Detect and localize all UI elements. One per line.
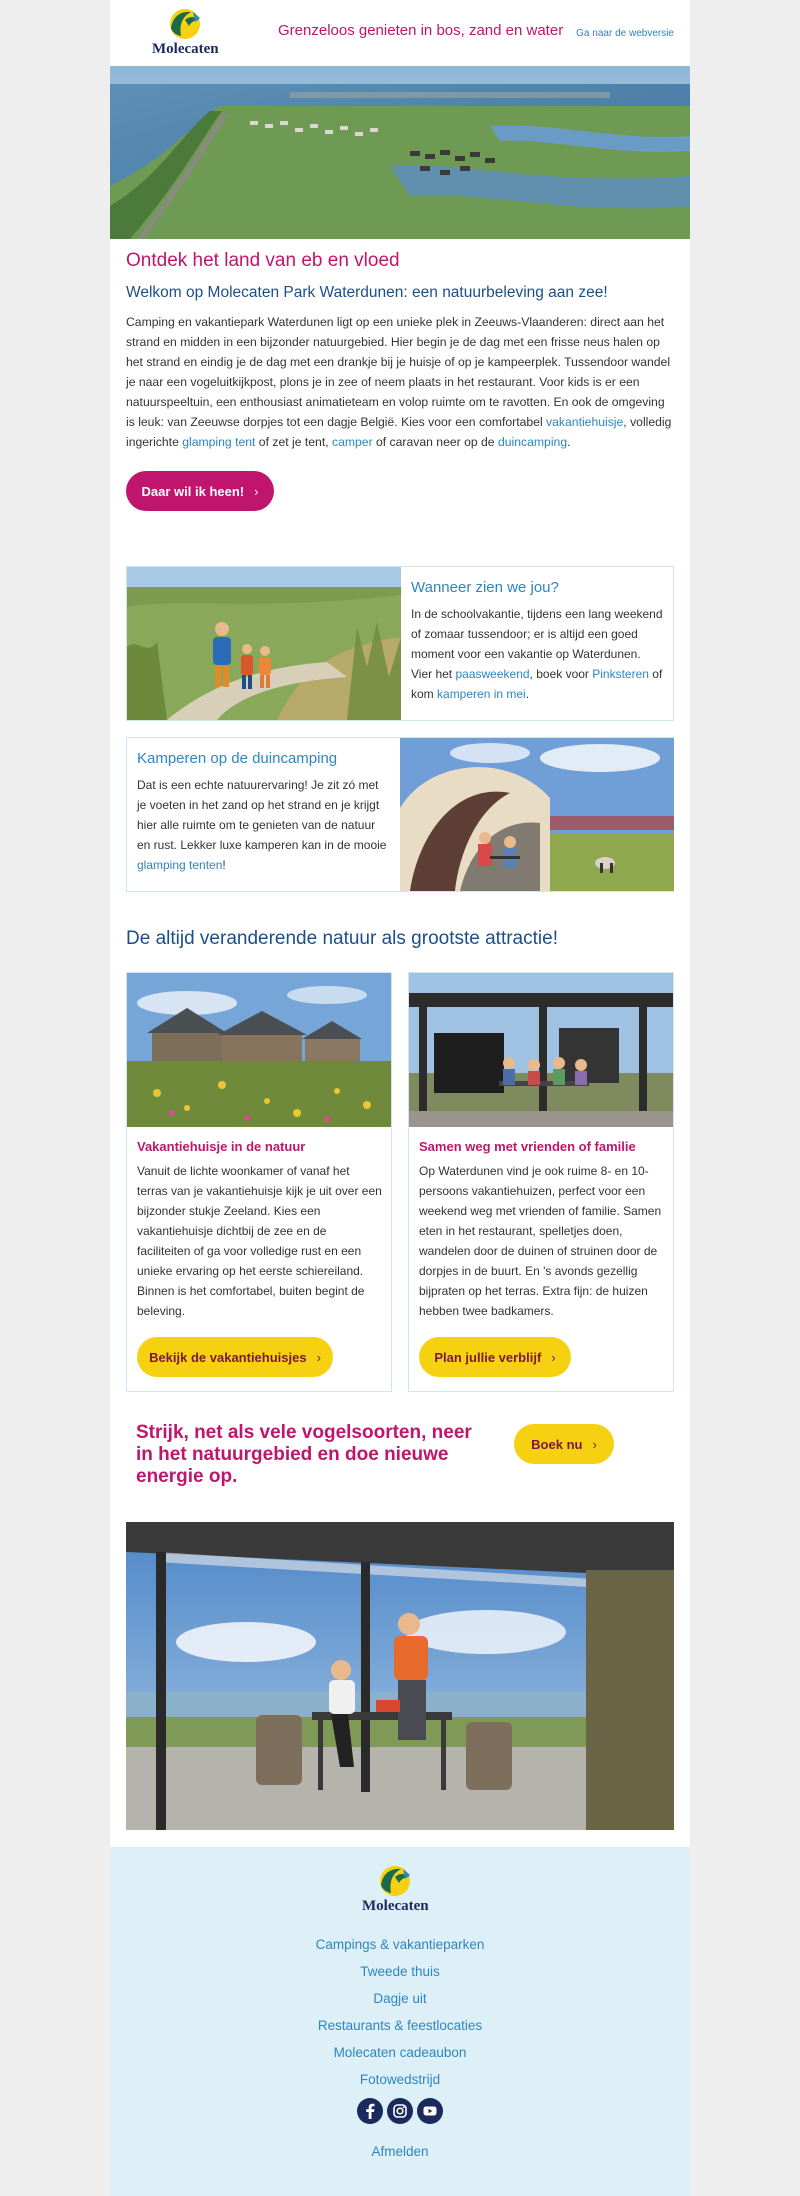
link-kamperen-in-mei[interactable]: kamperen in mei — [437, 687, 526, 701]
feature-camping-body: Dat is een echte natuurervaring! Je zit zó met je voeten in het zand op het strand en je krijgt hier alle ruimte om te genieten van de natuur en rust. Lekker luxe kamperen kan in de mooie glamping tenten! — [137, 778, 387, 872]
footer-link-restaurants[interactable]: Restaurants & feestlocaties — [317, 2018, 483, 2033]
glamping-tent-image[interactable] — [400, 738, 674, 891]
card-vrienden-title: Samen weg met vrienden of familie — [419, 1139, 636, 1154]
chevron-right-icon: › — [254, 483, 259, 499]
logo-text: Molecaten — [152, 41, 219, 57]
footer-logo-text: Molecaten — [362, 1898, 429, 1914]
bekijk-vakantiehuisjes-button[interactable]: Bekijk de vakantiehuisjes › — [137, 1337, 333, 1377]
plan-jullie-verblijf-button[interactable]: Plan jullie verblijf › — [419, 1337, 571, 1377]
facebook-icon[interactable] — [357, 2098, 383, 2124]
chevron-right-icon: › — [592, 1436, 597, 1452]
feature-when-title: Wanneer zien we jou? — [411, 579, 559, 596]
feature-when-body: In de schoolvakantie, tijdens een lang weekend of zomaar tussendoor; er is altijd een goed moment voor een vakantie op Waterdunen. Vier het paasweekend, boek voor Pinksteren of kom kamperen in mei. — [411, 607, 663, 701]
footer-molecaten-logo[interactable] — [362, 1865, 429, 1915]
intro-title: Ontdek het land van eb en vloed — [126, 250, 400, 271]
chevron-right-icon: › — [316, 1349, 321, 1365]
link-pinksteren[interactable]: Pinksteren — [592, 667, 649, 681]
instagram-icon[interactable] — [387, 2098, 413, 2124]
vrienden-terras-image[interactable] — [409, 973, 673, 1127]
terrace-couple-image[interactable] — [126, 1522, 674, 1830]
header — [110, 0, 690, 66]
footer-link-fotowedstrijd[interactable]: Fotowedstrijd — [359, 2072, 441, 2087]
slogan-text: Strijk, net als vele vogelsoorten, neer in het natuurgebied en doe nieuwe energie op. — [136, 1422, 472, 1487]
link-paasweekend[interactable]: paasweekend — [455, 667, 530, 681]
feature-when-text — [401, 567, 673, 704]
logo-mark-icon — [165, 8, 205, 40]
footer-links — [110, 1931, 690, 2093]
card-vrienden-body: Op Waterdunen vind je ook ruime 8- en 10-persoons vakantiehuizen, perfect voor een weekend weg met vrienden of familie. Samen eten in het restaurant, spelletjes doen, wandelen door de duinen of struinen door de dorpjes in de buurt. En 's avonds gezellig bijpraten op het terras. Extra fijn: de huizen hebben twee badkamers. — [419, 1164, 662, 1318]
link-camper[interactable]: camper — [331, 435, 373, 449]
boek-nu-button[interactable]: Boek nu › — [514, 1424, 614, 1464]
intro-text: Camping en vakantiepark Waterdunen ligt op een unieke plek in Zeeuws-Vlaanderen: direct aan het strand en midden in een bijzonder natuurgebied. Hier begin je de dag met een frisse neus halen op het strand en eindig je de dag met een drankje bij je huisje of op je kampeerplek. Tussendoor wandel je naar een vogeluitkijkpost, plons je in zee of neem plaats in het restaurant. Voor kids is er een natuurspeeltuin, een enthousiast animatieteam en volop ruimte om te ravotten. En ook de omgeving is leuk: van Zeeuwse dorpjes tot een dagje België. Kies voor een comfortabel vakantiehuisje, volledig ingerichte glamping tent of zet je tent, camper of caravan neer op de duincamping. — [126, 315, 672, 449]
footer — [110, 1847, 690, 2196]
card-vakantiehuisje-title: Vakantiehuisje in de natuur — [137, 1139, 306, 1154]
section-title: De altijd veranderende natuur als grootste attractie! — [126, 928, 558, 949]
card-vrienden-familie — [408, 972, 674, 1392]
webversion-link[interactable]: Ga naar de webversie — [576, 28, 674, 39]
feature-camping — [126, 737, 674, 892]
link-duincamping[interactable]: duincamping — [497, 435, 568, 449]
header-tagline: Grenzeloos genieten in bos, zand en water — [278, 22, 564, 39]
footer-link-cadeaubon[interactable]: Molecaten cadeaubon — [333, 2045, 467, 2060]
feature-camping-title: Kamperen op de duincamping — [137, 750, 338, 767]
footer-link-tweede-thuis[interactable]: Tweede thuis — [360, 1964, 440, 1979]
card-vakantiehuisje — [126, 972, 392, 1392]
unsubscribe-link[interactable]: Afmelden — [371, 2144, 429, 2159]
daar-wil-ik-heen-button[interactable]: Daar wil ik heen! › — [126, 471, 274, 511]
molecaten-logo[interactable] — [152, 8, 219, 58]
family-walking-image[interactable] — [127, 567, 401, 720]
youtube-icon[interactable] — [417, 2098, 443, 2124]
feature-when — [126, 566, 674, 721]
link-glamping-tenten[interactable]: glamping tenten — [137, 858, 223, 872]
vakantiehuisje-image[interactable] — [127, 973, 391, 1127]
link-vakantiehuisje[interactable]: vakantiehuisje — [546, 415, 624, 429]
footer-link-campings[interactable]: Campings & vakantieparken — [315, 1937, 485, 1952]
footer-link-dagje-uit[interactable]: Dagje uit — [373, 1991, 427, 2006]
email-container — [110, 0, 690, 2196]
feature-camping-text — [127, 738, 399, 875]
hero-aerial-image[interactable] — [110, 66, 690, 239]
logo-mark-icon — [375, 1865, 415, 1897]
card-vakantiehuisje-body: Vanuit de lichte woonkamer of vanaf het terras van je vakantiehuisje kijk je uit over een bijzonder stukje Zeeland. Kies een vakantiehuisje dichtbij de zee en de faciliteiten of ga voor volledige rust en een unieke ervaring op het eerste schiereiland. Binnen is het comfortabel, buiten begint de beleving. — [137, 1164, 382, 1318]
intro-subtitle: Welkom op Molecaten Park Waterdunen: een natuurbeleving aan zee! — [126, 284, 608, 301]
link-glamping-tent[interactable]: glamping tent — [182, 435, 256, 449]
chevron-right-icon: › — [551, 1349, 556, 1365]
